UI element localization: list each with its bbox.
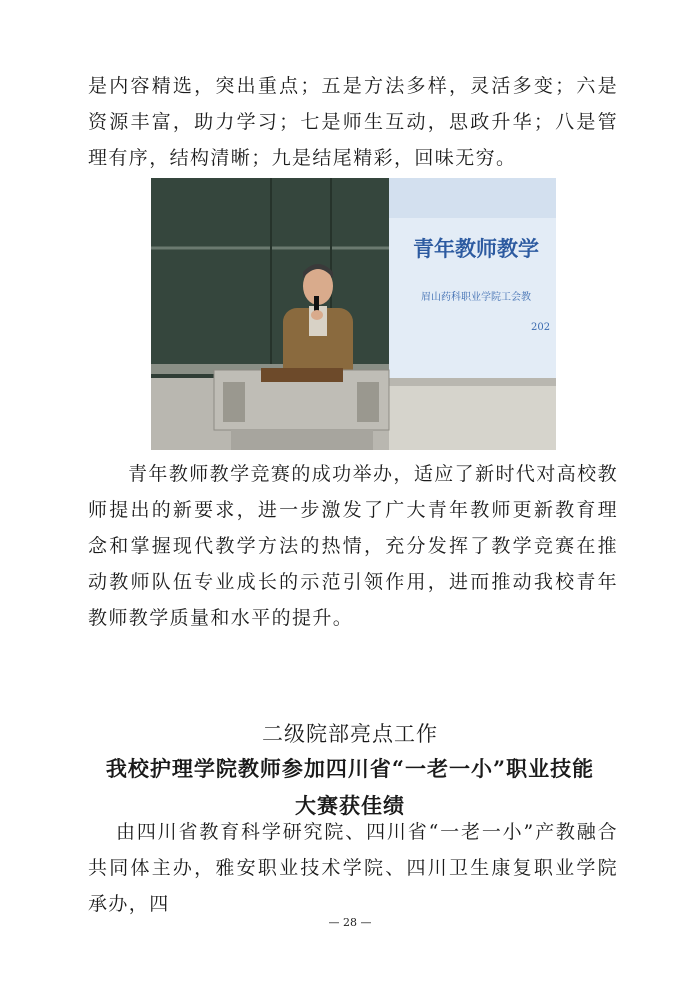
news-body-paragraph: 由四川省教育科学研究院、四川省“一老一小”产教融合共同体主办，雅安职业技术学院、四川卫生康复职业学院承办，四 [88,821,618,915]
article-title-line2: 大赛获佳绩 [295,793,405,818]
article-title-line1: 我校护理学院教师参加四川省“一老一小”职业技能 [105,756,595,781]
screen-year: 202 [531,322,551,333]
screen-org: 眉山药科职业学院工会教 [421,292,531,303]
lecture-photo [151,178,556,450]
podium [214,368,389,450]
summary-paragraph: 青年教师教学竞赛的成功举办，适应了新时代对高校教师提出的新要求，进一步激发了广大青年教师更新教育理念和掌握现代教学方法的热情，充分发挥了教学竞赛在推动教师队伍专业成长的示范引领作用，进而推动我校青年教师教学质量和水平的提升。 [88,463,618,629]
intro-paragraph: 是内容精选，突出重点；五是方法多样，灵活多变；六是资源丰富，助力学习；七是师生互动，思政升华；八是管理有序，结构清晰；九是结尾精彩，回味无穷。 [88,75,618,169]
section-heading: 二级院部亮点工作 [262,722,438,746]
screen-title: 青年教师教学 [413,237,539,261]
page-number: — 28 — [328,916,372,929]
